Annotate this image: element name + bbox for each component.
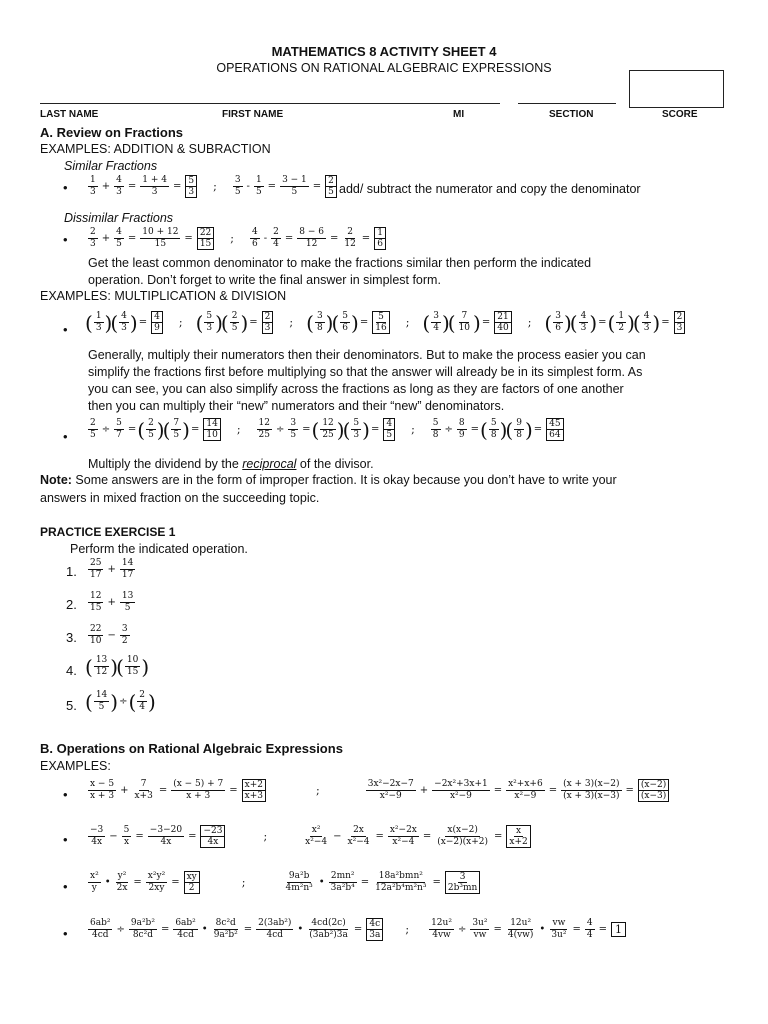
practice-item-3: 22 10 − $\frac{3}{2}$ [90,624,128,646]
section-line [518,103,616,104]
bullet: • [63,429,68,444]
reciprocal-pre: Multiply the dividend by the [88,457,243,471]
general-note-3: you can see, you can also simplify across the fractions as long as they are factors of one another [88,382,624,396]
label-mi: MI [453,109,465,120]
general-note-4: then you can multiply their “new” numerators and their “new” denominators. [88,399,505,413]
practice-number: 4. [66,663,77,678]
examples-mul-div: EXAMPLES: MULTIPLICATION & DIVISION [40,289,287,303]
note-text-1: Some answers are in the form of improper fraction. It is okay because you don’t have to write your [71,473,617,487]
sheet-subtitle: OPERATIONS ON RATIONAL ALGEBRAIC EXPRESSIONS [216,61,552,75]
general-note-2: simplify the fractions first before multiplying so that the answer will already be in its simplest form. As [88,365,643,379]
math-b-addition: x − 5 x + 3 + $\frac{7}{x+3}$ = $\frac{(x - 5) + 7}{x + 3}$ = $\frac{x+2}{x+3}$ ; 3x²−2x−7 x²−9 + $\frac{\text{−2x²+3x+1}}{\text{x²−9}}$ = $\frac{\text{x²+x+6}}{\text{x²−9}}$ = $\frac{(x + 3)(x-2)}{(x + 3)(x-3)}$ = $\frac{(x-2)}{(x-3)}$ [86,779,671,802]
label-last-name: LAST NAME [40,109,99,120]
note-line-2: answers in mixed fraction on the succeeding topic. [40,491,320,505]
note-label: Note: [40,473,72,487]
label-first-name: FIRST NAME [222,109,284,120]
bullet: • [63,787,68,802]
math-similar-1: 1 3 + $\frac{4}{3}$ = $\frac{1 + 4}{3}$ = $\frac{5}{3}$ ; 3 5 - $\frac{1}{5}$ = $\frac{3 - 1}{5}$ = $\frac{2}{5}$ [86,175,339,198]
practice-instruction: Perform the indicated operation. [70,542,248,556]
label-score: SCORE [662,109,698,120]
lcd-note-1: Get the least common denominator to make the fractions similar then perform the indicated [88,256,592,270]
bullet: • [63,879,68,894]
label-section: SECTION [549,109,594,120]
examples-add-sub: EXAMPLES: ADDITION & SUBRACTION [40,142,271,156]
similar-fractions-label: Similar Fractions [64,159,158,173]
reciprocal-post: of the divisor. [296,457,374,471]
practice-item-5: ( 14 5 ) ÷ ( 2 4 ) [85,689,156,714]
math-b-multiplication: x² y • $\frac{\text{y²}}{2x}$ = $\frac{\text{x²y²}}{2xy}$ = $\frac{xy}{2}$ ; 9a²b 4m²n³ • $\frac{\text{2mn²}}{\text{3a²b⁴}}$ = 18a²bmn² 12a²b⁴m²n³ = $\frac{3}{\text{2b³mn}}$ [86,871,482,894]
name-line [40,103,500,104]
practice-number: 5. [66,698,77,713]
bullet: • [63,232,68,247]
math-b-subtraction: −3 4x − $\frac{5}{x}$ = $\frac{-3-20}{4x}$ = $\frac{-23}{4x}$ ; x² x²−4 − $\frac{2x}{\text{x²−4}}$ = $\frac{\text{x²−2x}}{\text{x²−4}}$ = $\frac{x(x-2)}{(x-2)(x+2)}$ = $\frac{x}{x+2}$ [86,825,533,848]
math-b-division: $\frac{\text{6ab²}}{4cd}$ ÷ $\frac{\text{9a²b²}}{\text{8c²d}}$ = $\frac{\text{6ab²}}{4cd}$ • $\frac{\text{8c²d}}{\text{9a²b²}}$ = $\frac{\text{2(3ab²)}}{4cd}$ • $\frac{4cd(2c)}{\text{(3ab²)3a}}$ = $\frac{4c}{3a}$ ; $\frac{\text{12u²}}{4vw}$ ÷ $\frac{\text{3u²}}{vw}$ = $\frac{\text{12u²}}{4(vw)}$ • $\frac{vw}{\text{3u²}}$ = $\frac{4}{4}$ = 1 [86,918,628,941]
dissimilar-fractions-label: Dissimilar Fractions [64,211,174,225]
practice-item-1: 25 17 + $\frac{14}{17}$ [90,558,134,580]
bullet: • [63,180,68,195]
bullet: • [63,322,68,337]
math-division: $\frac{2}{5}$ ÷ $\frac{5}{7}$ = ( 2 5 ) ( 7 5 ) = $\frac{14}{10}$ ; $\frac{12}{25}$ ÷ $\frac{3}{5}$ = ( 12 25 ) ( 5 3 ) = $\frac{4}{5}$ ; $\frac{5}{8}$ ÷ $\frac{8}{9}$ = ( 5 8 ) ( 9 8 ) = $\frac{45}{64}$ [86,418,566,441]
reciprocal-word: reciprocal [242,457,297,471]
practice-item-4: ( 13 12 ) ( 10 15 ) [85,654,150,679]
practice-number: 1. [66,564,77,579]
practice-heading: PRACTICE EXERCISE 1 [40,525,176,539]
similar-note: add/ subtract the numerator and copy the denominator [339,182,641,196]
sheet-title: MATHEMATICS 8 ACTIVITY SHEET 4 [271,44,497,59]
practice-number: 3. [66,630,77,645]
lcd-note-2: operation. Don’t forget to write the final answer in simplest form. [88,273,441,287]
score-box [629,70,724,108]
general-note-1: Generally, multiply their numerators then their denominators. But to make the process easier you can [88,348,646,362]
math-dissimilar: 2 3 + $\frac{4}{5}$ = $\frac{10 + 12}{15}$ = $\frac{22}{15}$ ; 4 6 - $\frac{2}{4}$ = $\frac{8 - 6}{12}$ = $\frac{2}{12}$ = $\frac{1}{6}$ [86,227,388,250]
bullet: • [63,926,68,941]
section-a-heading: A. Review on Fractions [40,125,184,140]
math-multiplication: ( 1 3 ) ( 4 3 ) = $\frac{4}{9}$ ; ( 5 3 ) ( 2 5 ) = $\frac{2}{3}$ ; ( 3 8 ) ( 5 6 ) = $\frac{5}{16}$ ; ( 3 4 ) ( 7 10 ) = $\frac{21}{40}$ ; ( 3 6 ) ( 4 3 ) = ( 1 2 ) ( 4 3 ) = $\frac{2}{3}$ [86,311,687,334]
reciprocal-note [88,456,374,473]
note-line-1 [40,472,617,489]
section-b-heading: B. Operations on Rational Algebraic Expressions [40,741,343,756]
section-b-examples: EXAMPLES: [40,759,111,773]
practice-item-2: 12 15 + $\frac{13}{5}$ [90,591,134,613]
bullet: • [63,832,68,847]
practice-number: 2. [66,597,77,612]
